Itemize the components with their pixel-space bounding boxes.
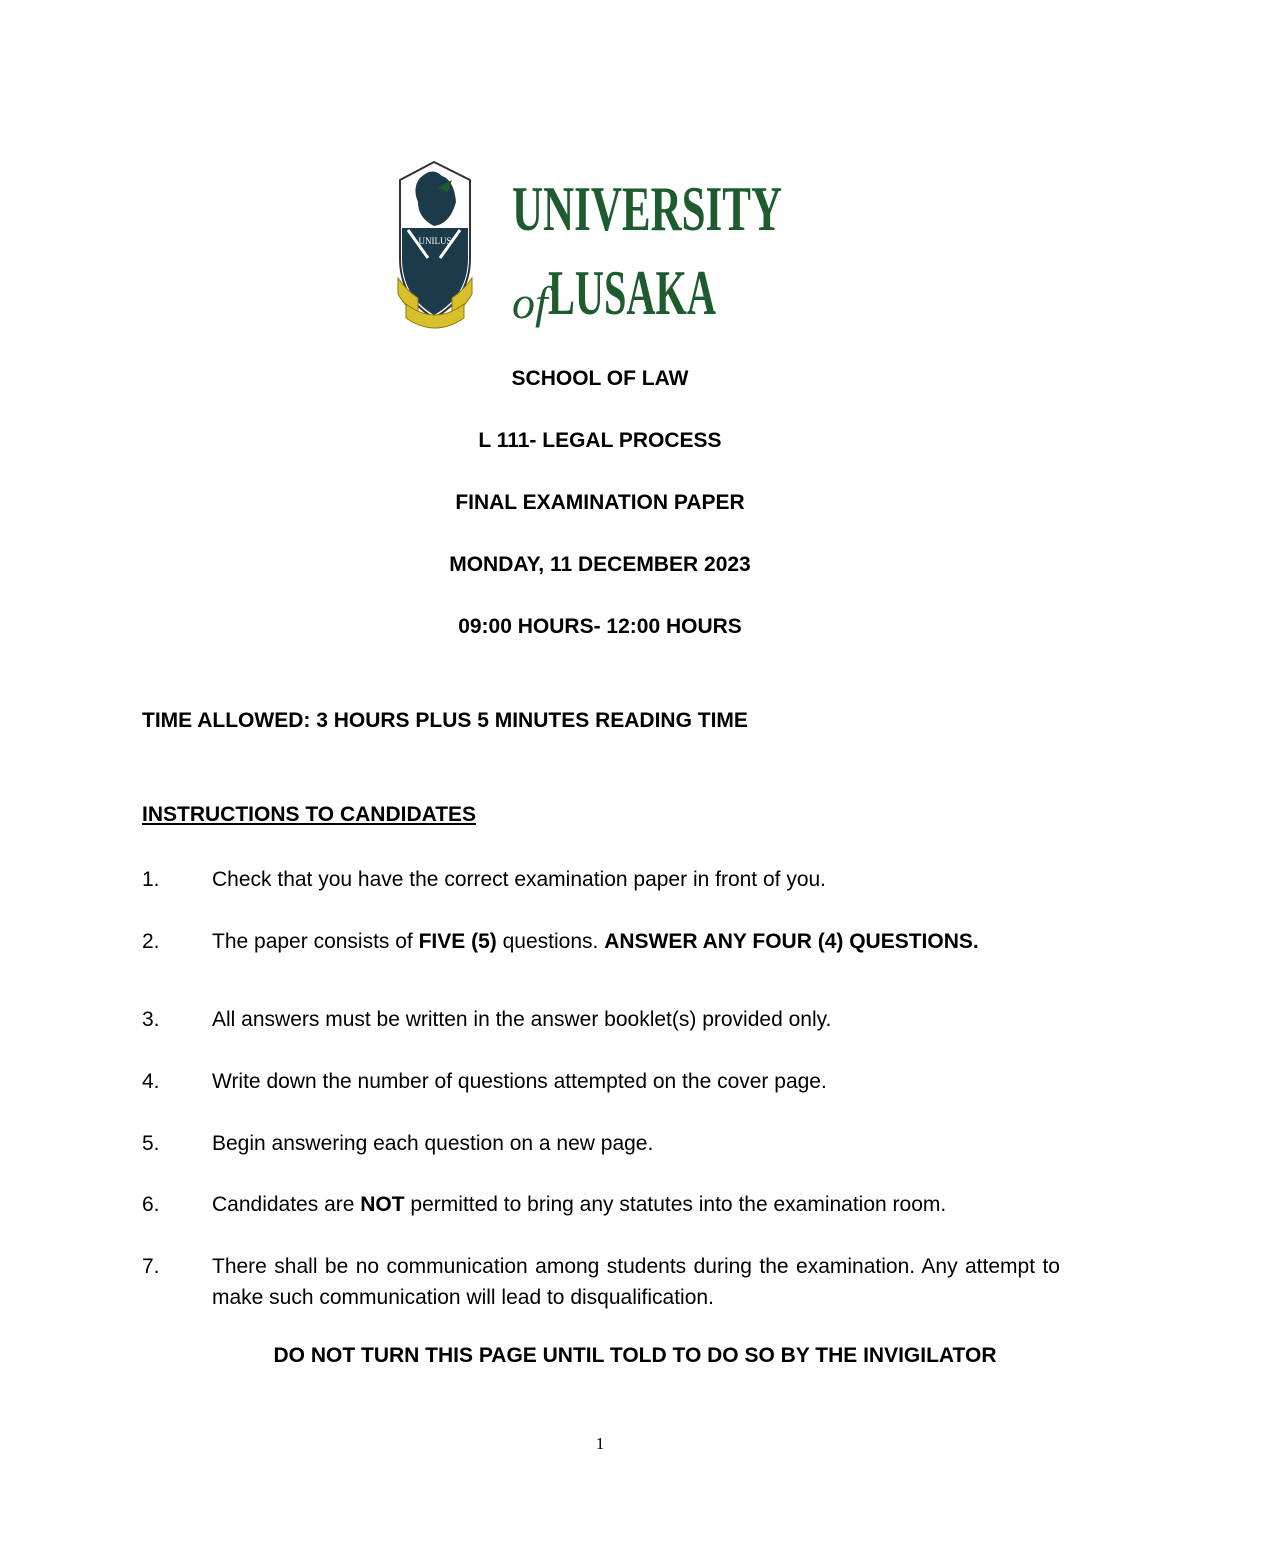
instruction-number: 6.	[142, 1193, 160, 1216]
exam-hours: 09:00 HOURS- 12:00 HOURS	[458, 615, 742, 638]
instructions-heading: INSTRUCTIONS TO CANDIDATES	[142, 803, 477, 826]
instruction-number: 7.	[142, 1255, 160, 1278]
course-title: L 111- LEGAL PROCESS	[478, 429, 722, 452]
paper-title: FINAL EXAMINATION PAPER	[455, 491, 745, 514]
crest-label: UNILUS	[418, 236, 452, 246]
instruction-item-7	[142, 1251, 1060, 1313]
instruction-text: Candidates are	[212, 1193, 361, 1216]
logo-word-of: of	[512, 277, 548, 328]
crest-icon	[398, 162, 472, 328]
instruction-text: permitted to bring any statutes into the examination room.	[404, 1193, 947, 1216]
instruction-number: 5.	[142, 1132, 160, 1155]
instruction-text: questions.	[496, 930, 605, 953]
school-name: SCHOOL OF LAW	[511, 367, 689, 390]
instruction-item-6	[142, 1189, 1060, 1220]
instruction-emphasis: ANSWER ANY FOUR (4) QUESTIONS.	[604, 930, 979, 953]
instruction-emphasis: NOT	[360, 1193, 405, 1216]
page-number: 1	[595, 1434, 605, 1453]
university-logo	[398, 158, 790, 338]
final-warning: DO NOT TURN THIS PAGE UNTIL TOLD TO DO SO BY THE INVIGILATOR	[273, 1344, 997, 1367]
instruction-text: The paper consists of	[212, 930, 419, 953]
instruction-item-3	[142, 1004, 1060, 1035]
instruction-text: Write down the number of questions attempted on the cover page.	[212, 1070, 827, 1093]
instruction-number: 4.	[142, 1070, 160, 1093]
logo-word-university: UNIVERSITY	[512, 173, 782, 244]
instruction-item-5	[142, 1128, 1060, 1159]
instruction-number: 2.	[142, 930, 160, 953]
instruction-text: There shall be no communication among students during the examination. Any attempt to make such communication will lead to disqualification.	[212, 1255, 1060, 1309]
exam-date: MONDAY, 11 DECEMBER 2023	[449, 553, 751, 576]
instruction-item-1	[142, 864, 1060, 895]
instruction-item-2	[142, 926, 1060, 957]
instruction-emphasis: FIVE (5)	[418, 930, 497, 953]
instruction-number: 1.	[142, 868, 160, 891]
time-allowed: TIME ALLOWED: 3 HOURS PLUS 5 MINUTES READING TIME	[142, 709, 748, 732]
instruction-text: Begin answering each question on a new page.	[212, 1132, 654, 1155]
logo-word-lusaka: LUSAKA	[548, 257, 716, 328]
instruction-text: Check that you have the correct examination paper in front of you.	[212, 868, 827, 891]
instruction-text: All answers must be written in the answer booklet(s) provided only.	[212, 1008, 832, 1031]
instruction-number: 3.	[142, 1008, 160, 1031]
instruction-item-4	[142, 1066, 1060, 1097]
